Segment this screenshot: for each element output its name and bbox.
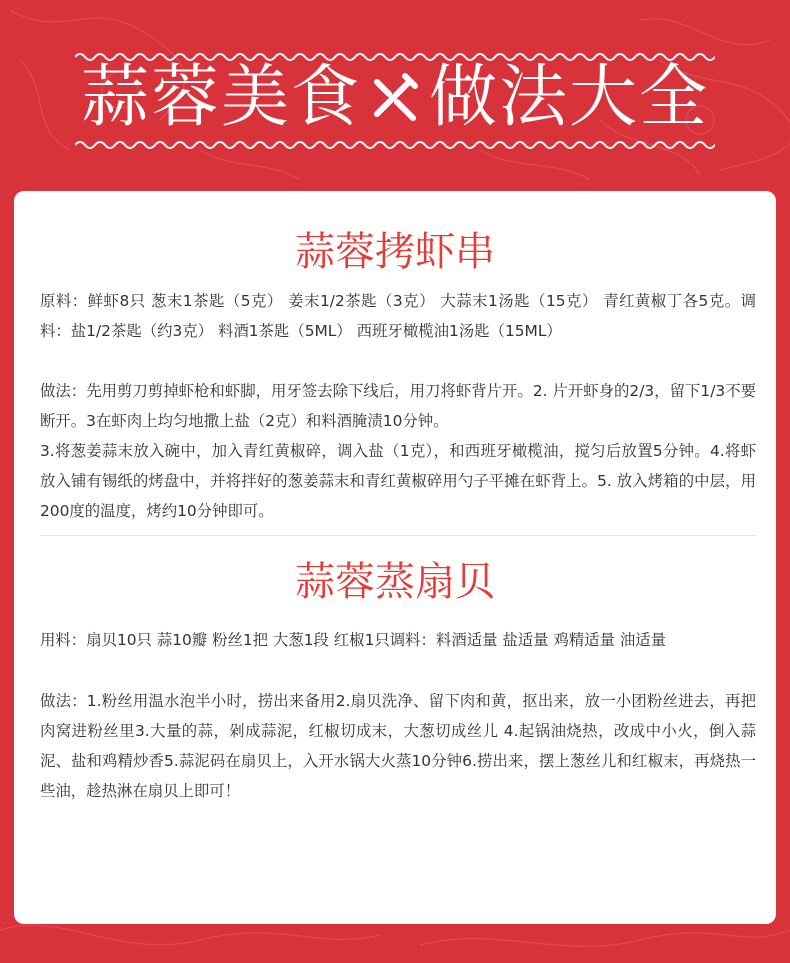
recipe-2-method: 做法：1.粉丝用温水泡半小时，捞出来备用2.扇贝洗净、留下肉和黄，抠出来，放一小团粉丝进去，再把肉窝进粉丝里3.大量的蒜，剁成蒜泥，红椒切成末，大葱切成丝儿 4.起锅油烧热，改成中小火，倒入蒜泥、盐和鸡精炒香5.蒜泥码在扇贝上，入开水锅大火蒸10分钟6.捞出来，摆上葱丝儿和红椒末，再烧热一些油，趁热淋在扇贝上即可！ [40,692,756,800]
recipe-card [14,191,776,924]
title-right: 做法大全 [429,58,710,137]
recipe-title-1: 蒜蓉拷虾串 [295,229,495,275]
recipe-title-2: 蒜蓉蒸扇贝 [295,559,495,605]
recipe-1-ingredients: 原料：鲜虾8只 葱末1茶匙（5克） 姜末1/2茶匙（3克） 大蒜末1汤匙（15克） 青红黄椒丁各5克。调料：盐1/2茶匙（约3克） 料酒1茶匙（5ML） 西班牙橄榄油1汤匙（15ML） [40,292,756,340]
section-divider [40,535,756,536]
recipe-2-ingredients: 用料：扇贝10只 蒜10瓣 粉丝1把 大葱1段 红椒1只调料：料酒适量 盐适量 鸡精适量 油适量 [40,631,667,649]
header-banner [0,0,790,190]
wavy-divider-bottom [75,138,715,152]
wavy-divider-top [75,50,715,64]
title-left: 蒜蓉美食 [80,58,361,137]
recipe-1-method: 做法：先用剪刀剪掉虾枪和虾脚，用牙签去除下线后，用刀将虾背片开。2. 片开虾身的2/3，留下1/3不要断开。3在虾肉上均匀地撒上盐（2克）和料酒腌渍10分钟。 3.将葱姜蒜末放入碗中，加入青红黄椒碎，调入盐（1克），和西班牙橄榄油，搅匀后放置5分钟。4.将虾放入铺有锡纸的烤盘中，并将拌好的葱姜蒜末和青红黄椒碎用勺子平摊在虾背上。5. 放入烤箱的中层，用200度的温度，烤约10分钟即可。 [40,382,756,520]
page-title [0,58,790,138]
knife-fork-icon [365,66,425,126]
